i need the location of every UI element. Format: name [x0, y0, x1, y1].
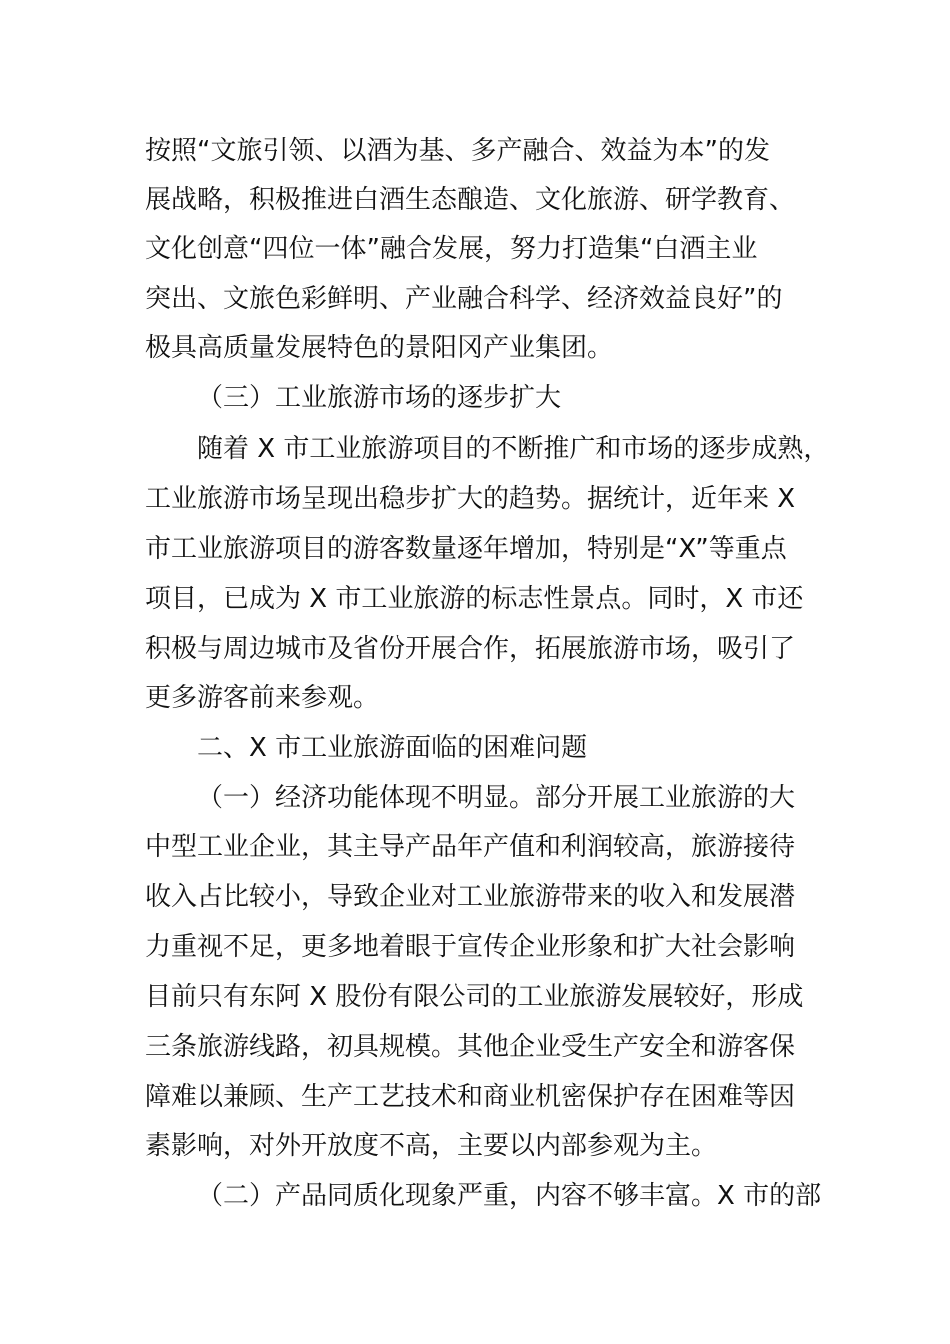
section-heading-2: 二、X 市工业旅游面临的困难问题 — [197, 733, 588, 763]
text-line-2: 展战略，积极推进白酒生态酿造、文化旅游、研学教育、 — [145, 185, 796, 215]
text-line-11: 积极与周边城市及省份开展合作，拓展旅游市场，吸引了 — [145, 634, 796, 664]
text-line-5: 极具高质量发展特色的景阳冈产业集团。 — [145, 333, 614, 363]
text-line-3: 文化创意“四位一体”融合发展，努力打造集“白酒主业 — [145, 234, 758, 264]
text-line-8: 工业旅游市场呈现出稳步扩大的趋势。据统计，近年来 X — [145, 484, 796, 514]
text-line-19: 三条旅游线路，初具规模。其他企业受生产安全和游客保 — [145, 1032, 796, 1062]
text-line-4: 突出、文旅色彩鲜明、产业融合科学、经济效益良好”的 — [145, 284, 783, 314]
text-line-17: 力重视不足，更多地着眼于宣传企业形象和扩大社会影响 — [145, 932, 796, 962]
text-line-12: 更多游客前来参观。 — [145, 683, 380, 713]
text-line-9: 市工业旅游项目的游客数量逐年增加，特别是“X”等重点 — [145, 534, 787, 564]
text-line-14: （一）经济功能体现不明显。部分开展工业旅游的大 — [197, 783, 796, 813]
text-line-21: 素影响，对外开放度不高，主要以内部参观为主。 — [145, 1131, 718, 1161]
text-line-7: 随着 X 市工业旅游项目的不断推广和市场的逐步成熟， — [197, 434, 830, 464]
text-line-20: 障难以兼顾、生产工艺技术和商业机密保护存在困难等因 — [145, 1082, 796, 1112]
text-line-1: 按照“文旅引领、以酒为基、多产融合、效益为本”的发 — [145, 136, 770, 166]
text-line-22: （二）产品同质化现象严重，内容不够丰富。X 市的部 — [197, 1181, 822, 1211]
text-line-18: 目前只有东阿 X 股份有限公司的工业旅游发展较好，形成 — [145, 982, 804, 1012]
text-line-16: 收入占比较小，导致企业对工业旅游带来的收入和发展潜 — [145, 882, 796, 912]
text-line-10: 项目，已成为 X 市工业旅游的标志性景点。同时，X 市还 — [145, 584, 804, 614]
section-heading-3: （三）工业旅游市场的逐步扩大 — [197, 383, 562, 413]
text-line-15: 中型工业企业，其主导产品年产值和利润较高，旅游接待 — [145, 832, 796, 862]
